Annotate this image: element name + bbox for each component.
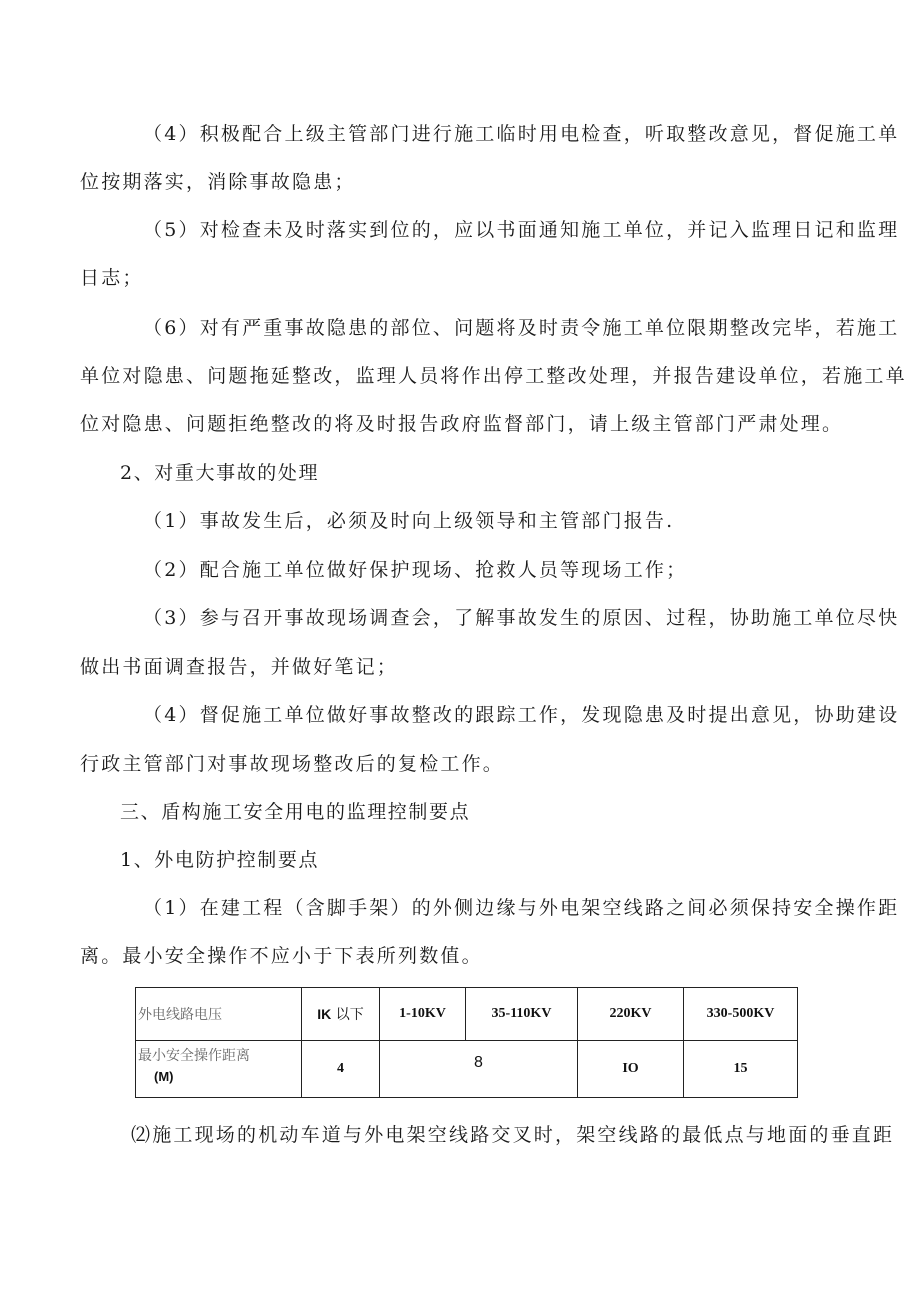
paragraph-line: 行政主管部门对事故现场整改后的复检工作。 (80, 753, 505, 775)
paragraph-line: （3）参与召开事故现场调查会，了解事故发生的原因、过程，协助施工单位尽快 (143, 607, 900, 629)
paragraph-line: （4）督促施工单位做好事故整改的跟踪工作，发现隐患及时提出意见，协助建设 (143, 704, 900, 726)
table-cell: 8 (380, 1041, 578, 1098)
table-cell: 4 (302, 1041, 380, 1098)
paragraph-line: 做出书面调查报告，并做好笔记； (80, 656, 399, 678)
table-cell: IO (578, 1041, 684, 1098)
paragraph-line: （1）在建工程（含脚手架）的外侧边缘与外电架空线路之间必须保持安全操作距 (143, 897, 900, 919)
paragraph-line: 离。最小安全操作不应小于下表所列数值。 (80, 945, 483, 967)
paragraph-line: （1）事故发生后，必须及时向上级领导和主管部门报告. (143, 510, 675, 532)
paragraph-line: 日志； (80, 267, 144, 289)
paragraph-line: （6）对有严重事故隐患的部位、问题将及时责令施工单位限期整改完毕，若施工 (143, 317, 900, 339)
paragraph-line: ⑵施工现场的机动车道与外电架空线路交叉时，架空线路的最低点与地面的垂直距 (131, 1124, 895, 1146)
table-unit: (M) (154, 1069, 174, 1084)
table-header-cell: 35-110KV (466, 988, 578, 1041)
table-cell: 15 (684, 1041, 798, 1098)
table-row-label: 最小安全操作距离 (M) (136, 1041, 302, 1098)
paragraph-line: （4）积极配合上级主管部门进行施工临时用电检查，听取整改意见，督促施工单 (143, 123, 900, 145)
table-header-cell: IK 以下 (302, 988, 380, 1041)
paragraph-line: 位按期落实，消除事故隐患； (80, 171, 356, 193)
voltage-distance-table (135, 987, 798, 1098)
section-heading: 2、对重大事故的处理 (120, 462, 320, 484)
table-header-cell: 330-500KV (684, 988, 798, 1041)
table-row (136, 988, 798, 1041)
table-header-cell: 220KV (578, 988, 684, 1041)
paragraph-line: 位对隐患、问题拒绝整改的将及时报告政府监督部门，请上级主管部门严肃处理。 (80, 413, 844, 435)
paragraph-line: （2）配合施工单位做好保护现场、抢救人员等现场工作； (143, 559, 688, 581)
paragraph-line: 单位对隐患、问题拖延整改，监理人员将作出停工整改处理，并报告建设单位，若施工单 (80, 365, 907, 387)
table-row-label: 外电线路电压 (136, 988, 302, 1041)
section-heading: 三、盾构施工安全用电的监理控制要点 (120, 801, 471, 823)
table-row (136, 1041, 798, 1098)
section-heading: 1、外电防护控制要点 (120, 849, 320, 871)
table-header-cell: 1-10KV (380, 988, 466, 1041)
paragraph-line: （5）对检查未及时落实到位的，应以书面通知施工单位，并记入监理日记和监理 (143, 219, 900, 241)
